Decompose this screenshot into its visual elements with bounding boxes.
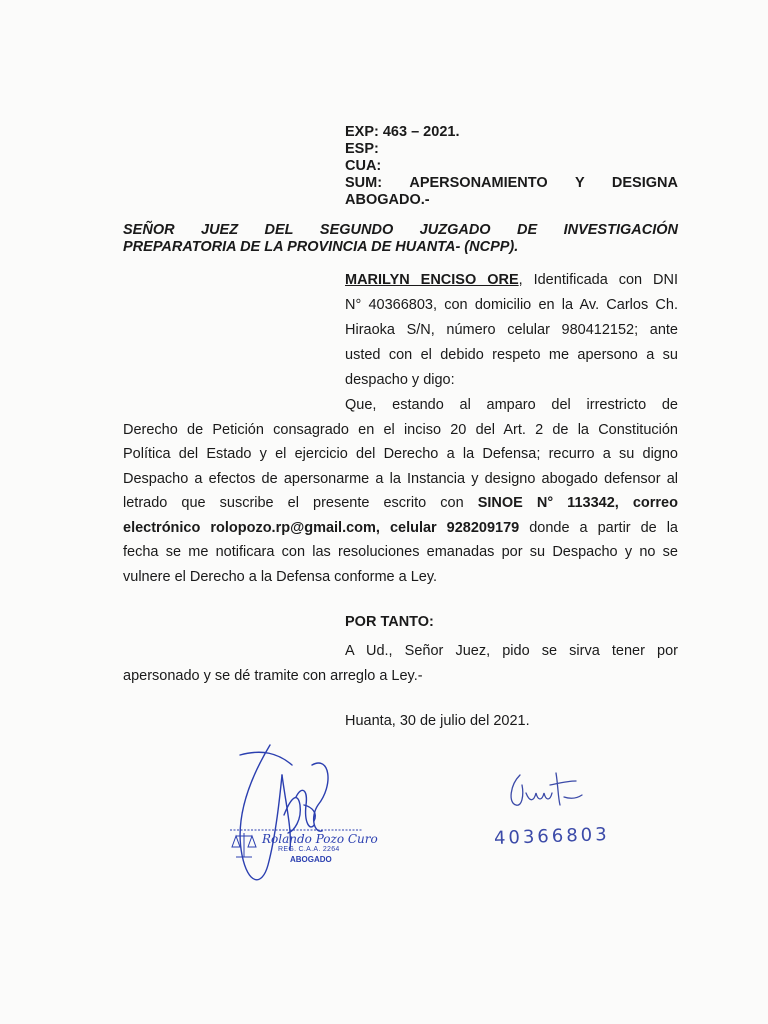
addressee-word: DE xyxy=(517,222,538,238)
case-header xyxy=(345,124,678,209)
lawyer-stamp-name: Rolando Pozo Curo xyxy=(262,832,378,846)
petitioner-intro xyxy=(345,268,678,393)
body-text: donde a partir de la xyxy=(519,519,678,536)
lawyer-contact: electrónico rolopozo.rp@gmail.com, celular 928209179 xyxy=(123,519,520,536)
addressee-word: DEL xyxy=(264,222,294,238)
lawyer-stamp-registration: REG. C.A.A. 2264 xyxy=(278,846,340,853)
sumilla-line xyxy=(345,175,678,192)
intro-text: , Identificada con DNI xyxy=(518,272,678,288)
por-tanto-heading: POR TANTO: xyxy=(345,614,434,630)
client-signature-icon xyxy=(500,765,610,825)
addressee-line-2: PREPARATORIA DE LA PROVINCIA DE HUANTA- (NCPP). xyxy=(123,239,519,255)
addressee-line-1 xyxy=(123,222,678,239)
body-line-1: Que, estando al amparo del irrestricto de xyxy=(345,397,678,413)
closing-request xyxy=(123,639,678,689)
intro-line-3: Hiraoka S/N, número celular 980412152; ante xyxy=(345,322,678,338)
expediente-number: EXP: 463 – 2021. xyxy=(345,124,460,140)
judge-addressee xyxy=(123,222,678,256)
addressee-word: INVESTIGACIÓN xyxy=(563,222,678,238)
client-handwritten-dni: 40366803 xyxy=(493,823,610,850)
request-line-1: A Ud., Señor Juez, pido se sirva tener por xyxy=(345,643,678,659)
sinoe-registration: SINOE N° 113342, correo xyxy=(477,495,678,511)
sumilla-word: SUM: xyxy=(345,175,383,191)
body-text: letrado que suscribe el presente escrito con xyxy=(123,495,478,511)
lawyer-stamp-title: ABOGADO xyxy=(290,855,332,864)
petition-body xyxy=(123,393,678,589)
addressee-word: SEÑOR xyxy=(123,222,175,238)
intro-line-1 xyxy=(345,268,678,293)
place-and-date: Huanta, 30 de julio del 2021. xyxy=(345,713,530,729)
sumilla-word: DESIGNA xyxy=(611,175,678,191)
request-line-2: apersonado y se dé tramite con arreglo a Ley.- xyxy=(123,668,423,684)
addressee-word: JUZGADO xyxy=(419,222,491,238)
body-line-2: Derecho de Petición consagrado en el inciso 20 del Art. 2 de la Constitución xyxy=(123,421,678,438)
intro-line-5: despacho y digo: xyxy=(345,372,455,388)
body-line-7: fecha se me notificara con las resoluciones emanadas por su Despacho y no se xyxy=(123,544,678,560)
sumilla-word: APERSONAMIENTO xyxy=(409,175,548,191)
body-line-3: Política del Estado y el ejercicio del Derecho a la Defensa; recurro a su digno xyxy=(123,446,678,462)
body-line-8: vulnere el Derecho a la Defensa conforme a Ley. xyxy=(123,568,438,585)
body-line-6 xyxy=(123,516,678,541)
intro-line-4: usted con el debido respeto me apersono a su xyxy=(345,347,678,363)
sumilla-continuation: ABOGADO.- xyxy=(345,192,430,208)
intro-line-2: N° 40366803, con domicilio en la Av. Carlos Ch. xyxy=(345,297,678,313)
cua-field: CUA: xyxy=(345,158,382,174)
lawyer-signature-icon xyxy=(222,735,382,895)
especialista-field: ESP: xyxy=(345,141,379,157)
body-line-5 xyxy=(123,491,678,516)
addressee-word: JUEZ xyxy=(201,222,239,238)
petitioner-name: MARILYN ENCISO ORE xyxy=(345,272,519,288)
body-line-4: Despacho a efectos de apersonarme a la Instancia y designo abogado defensor al xyxy=(123,470,678,487)
addressee-word: SEGUNDO xyxy=(319,222,394,238)
sumilla-word: Y xyxy=(574,175,585,191)
